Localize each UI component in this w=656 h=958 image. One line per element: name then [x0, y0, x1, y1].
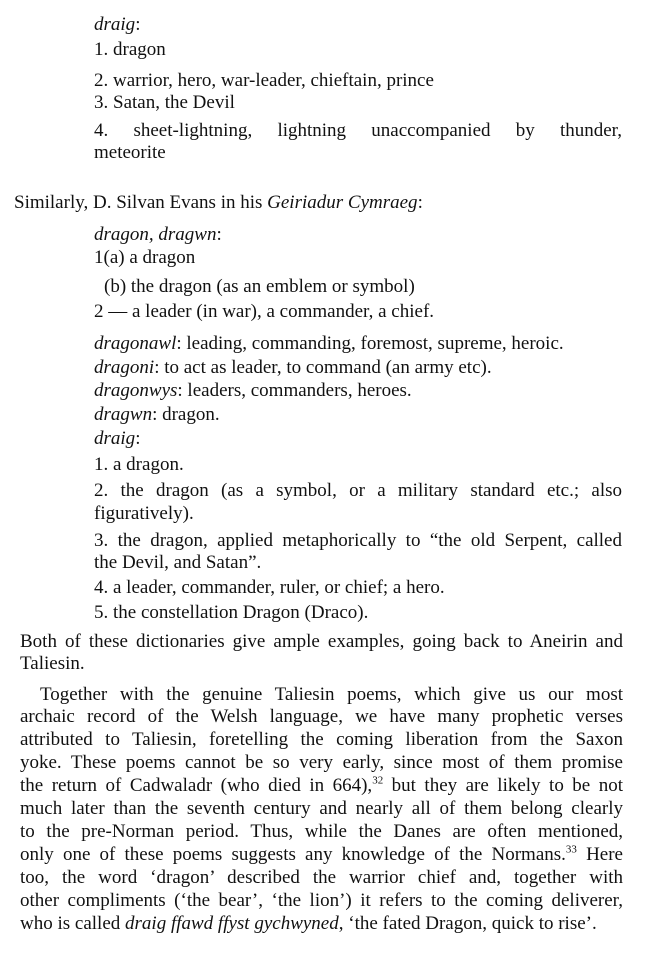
welsh-phrase: draig ffawd ffyst gychwyned	[125, 913, 339, 934]
para2-line-8: only one of these poems suggests any knowledge of the Normans.$^{33}$ Here	[20, 843, 623, 865]
entry4-sense-2: 2. the dragon (as a symbol, or a military standard etc.; also	[94, 480, 622, 501]
entry2-sense-1a: 1(a) a dragon	[94, 247, 196, 268]
footnote-ref-32: 32	[372, 774, 384, 787]
entry1-sense-2: 2. warrior, hero, war-leader, chieftain, prince	[94, 70, 434, 91]
intro-line: Similarly, D. Silvan Evans in his Geiriadur Cymraeg:	[14, 192, 423, 213]
entry-dragwn: dragwn: dragon.	[94, 404, 220, 425]
entry4-sense-1: 1. a dragon.	[94, 454, 184, 475]
entry-dragonawl: dragonawl: leading, commanding, foremost, supreme, heroic.	[94, 333, 564, 354]
entry1-sense-4-cont: meteorite	[94, 142, 166, 163]
para2-line-9: too, the word ‘dragon’ described the warrior chief and, together with	[20, 867, 623, 888]
para2-line-7: to the pre-Norman period. Thus, while the Danes are often mentioned,	[20, 821, 623, 842]
para2-line-5: the return of Cadwaladr (who died in 664),$^{32}$ but they are likely to be not	[20, 774, 623, 796]
entry1-sense-1: 1. dragon	[94, 39, 166, 60]
entry4-sense-2-cont: figuratively).	[94, 503, 194, 524]
para2-line-2: archaic record of the Welsh language, we have many prophetic verses	[20, 706, 623, 727]
entry4-sense-3: 3. the dragon, applied metaphorically to “the old Serpent, called	[94, 530, 622, 551]
para2-line-10: other compliments (‘the bear’, ‘the lion’) it refers to the coming deliverer,	[20, 890, 623, 911]
entry1-sense-4: 4. sheet-lightning, lightning unaccompanied by thunder,	[94, 120, 622, 141]
entry4-sense-3-cont: the Devil, and Satan”.	[94, 552, 262, 573]
para2-line-1: Together with the genuine Taliesin poems, which give us our most	[40, 684, 623, 705]
para1-line-1: Both of these dictionaries give ample examples, going back to Aneirin and	[20, 631, 623, 652]
entry2-sense-2: 2 — a leader (in war), a commander, a chief.	[94, 301, 435, 322]
para2-line-11: who is called draig ffawd ffyst gychwyned, ‘the fated Dragon, quick to rise’.	[20, 913, 597, 934]
entry-dragonwys: dragonwys: leaders, commanders, heroes.	[94, 380, 412, 401]
entry4-sense-4: 4. a leader, commander, ruler, or chief; a hero.	[94, 577, 445, 598]
entry-dragoni: dragoni: to act as leader, to command (an army etc).	[94, 357, 492, 378]
entry4-sense-5: 5. the constellation Dragon (Draco).	[94, 602, 369, 623]
entry4-headword: draig:	[94, 428, 141, 449]
entry1-headword: draig:	[94, 14, 141, 35]
para2-line-4: yoke. These poems cannot be so very early, since most of them promise	[20, 752, 623, 773]
entry2-sense-1b: (b) the dragon (as an emblem or symbol)	[104, 276, 415, 297]
para2-line-6: much later than the seventh century and nearly all of them belong clearly	[20, 798, 623, 819]
entry2-headword: dragon, dragwn:	[94, 224, 222, 245]
footnote-ref-33: 33	[565, 843, 577, 856]
para1-line-2: Taliesin.	[20, 653, 85, 674]
para2-line-3: attributed to Taliesin, foretelling the coming liberation from the Saxon	[20, 729, 623, 750]
entry1-sense-3: 3. Satan, the Devil	[94, 92, 235, 113]
